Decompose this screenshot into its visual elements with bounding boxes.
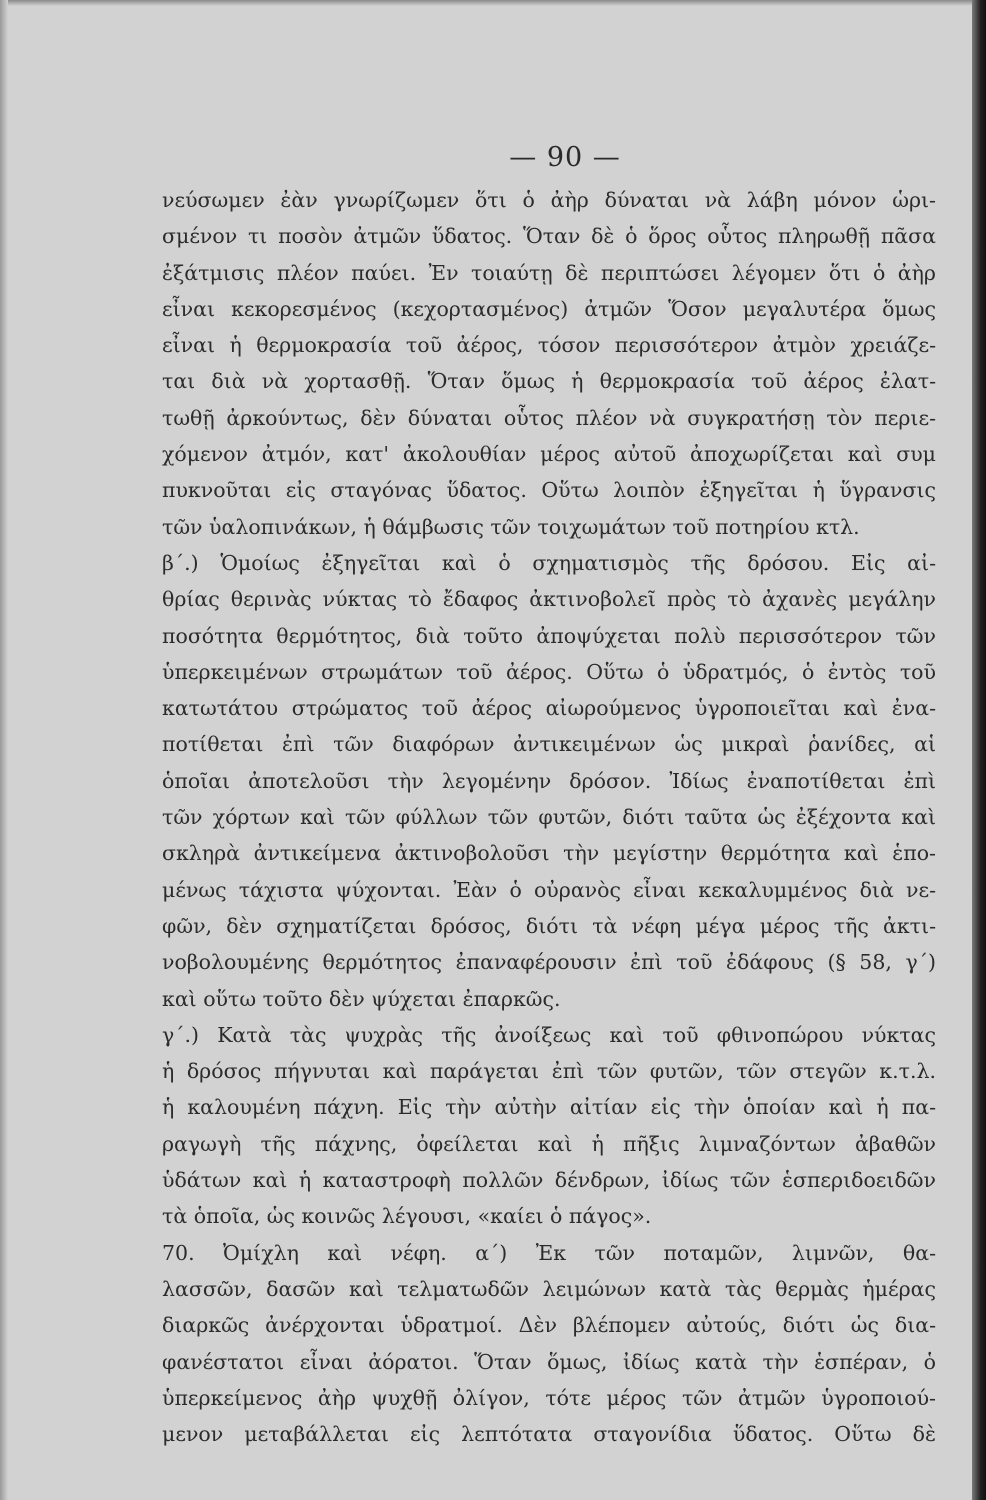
body-text — [162, 182, 936, 1452]
text-line: ὑπερκείμενος ἀὴρ ψυχθῇ ὀλίγον, τότε μέρος τῶν ἀτμῶν ὑγροποιού- — [162, 1385, 936, 1410]
text-line: πυκνοῦται εἰς σταγόνας ὕδατος. Οὕτω λοιπὸν ἐξηγεῖται ἡ ὕγρανσις — [162, 478, 936, 503]
page-edge-shadow-left — [0, 0, 8, 1500]
text-line: ἡ δρόσος πήγνυται καὶ παράγεται ἐπὶ τῶν φυτῶν, τῶν στεγῶν κ.τ.λ. — [162, 1059, 936, 1084]
text-line: χόμενον ἀτμόν, κατ' ἀκολουθίαν μέρος αὐτοῦ ἀποχωρίζεται καὶ συμ — [162, 442, 936, 467]
text-line: διαρκῶς ἀνέρχονται ὑδρατμοί. Δὲν βλέπομεν αὐτούς, διότι ὡς δια- — [162, 1313, 936, 1338]
text-line: κατωτάτου στρώματος τοῦ ἀέρος αἰωρούμενος ὑγροποιεῖται καὶ ἐνα- — [162, 696, 936, 721]
text-line: μενον μεταβάλλεται εἰς λεπτότατα σταγονίδια ὕδατος. Οὕτω δὲ — [162, 1422, 936, 1447]
text-line: τὰ ὁποῖα, ὡς κοινῶς λέγουσι, «καίει ὁ πάγος». — [162, 1204, 652, 1229]
text-line: θρίας θερινὰς νύκτας τὸ ἔδαφος ἀκτινοβολεῖ πρὸς τὸ ἀχανὲς μεγάλην — [162, 587, 936, 612]
book-spine — [972, 0, 986, 1500]
text-line: ποτίθεται ἐπὶ τῶν διαφόρων ἀντικειμένων ὡς μικραὶ ῥανίδες, αἱ — [162, 732, 936, 757]
text-line: ποσότητα θερμότητος, διὰ τοῦτο ἀποψύχεται πολὺ περισσότερον τῶν — [162, 623, 936, 648]
text-line: νεύσωμεν ἐὰν γνωρίζωμεν ὅτι ὁ ἀὴρ δύναται νὰ λάβη μόνον ὡρι- — [162, 188, 936, 212]
text-line: ὁποῖαι ἀποτελοῦσι τὴν λεγομένην δρόσον. Ἰδίως ἐναποτίθεται ἐπὶ — [162, 768, 936, 793]
text-line: φῶν, δὲν σχηματίζεται δρόσος, διότι τὰ νέφη μέγα μέρος τῆς ἀκτι- — [162, 913, 936, 938]
text-line: καὶ οὕτω τοῦτο δὲν ψύχεται ἐπαρκῶς. — [162, 986, 561, 1011]
text-line: φανέστατοι εἶναι ἀόρατοι. Ὅταν ὅμως, ἰδίως κατὰ τὴν ἑσπέραν, ὁ — [162, 1349, 936, 1374]
text-line: β΄.) Ὁμοίως ἐξηγεῖται καὶ ὁ σχηματισμὸς τῆς δρόσου. Εἰς αἰ- — [162, 550, 936, 575]
text-line: ἡ καλουμένη πάχνη. Εἰς τὴν αὐτὴν αἰτίαν εἰς τὴν ὁποίαν καὶ ἡ πα- — [162, 1095, 936, 1120]
text-line: εἶναι κεκορεσμένος (κεχορτασμένος) ἀτμῶν Ὅσον μεγαλυτέρα ὅμως — [162, 296, 936, 321]
text-line: εἶναι ἡ θερμοκρασία τοῦ ἀέρος, τόσον περισσότερον ἀτμὸν χρειάζε- — [162, 333, 936, 358]
text-line: τῶν χόρτων καὶ τῶν φύλλων τῶν φυτῶν, διότι ταῦτα ὡς ἐξέχοντα καὶ — [162, 805, 936, 830]
section-heading-line: 70. Ὀμίχλη καὶ νέφη. α΄) Ἐκ τῶν ποταμῶν, λιμνῶν, θα- — [162, 1240, 936, 1265]
text-line: σκληρὰ ἀντικείμενα ἀκτινοβολοῦσι τὴν μεγίστην θερμότητα καὶ ἑπο- — [162, 841, 936, 866]
page-edge-shadow — [0, 0, 986, 6]
page-number: — 90 — — [509, 142, 621, 173]
text-line: σμένον τι ποσὸν ἀτμῶν ὕδατος. Ὅταν δὲ ὁ ὅρος οὗτος πληρωθῇ πᾶσα — [162, 224, 936, 249]
text-line: λασσῶν, δασῶν καὶ τελματωδῶν λειμώνων κατὰ τὰς θερμὰς ἡμέρας — [162, 1276, 936, 1301]
text-line: τῶν ὑαλοπινάκων, ἡ θάμβωσις τῶν τοιχωμάτων τοῦ ποτηρίου κτλ. — [162, 514, 860, 539]
text-line: ὑπερκειμένων στρωμάτων τοῦ ἀέρος. Οὕτω ὁ ὑδρατμός, ὁ ἐντὸς τοῦ — [162, 659, 936, 684]
text-line: ἐξάτμισις πλέον παύει. Ἐν τοιαύτῃ δὲ περιπτώσει λέγομεν ὅτι ὁ ἀὴρ — [162, 260, 936, 285]
text-line: μένως τάχιστα ψύχονται. Ἐὰν ὁ οὐρανὸς εἶναι κεκαλυμμένος διὰ νε- — [162, 877, 936, 902]
text-line: γ΄.) Κατὰ τὰς ψυχρὰς τῆς ἀνοίξεως καὶ τοῦ φθινοπώρου νύκτας — [162, 1022, 936, 1047]
text-line: ὑδάτων καὶ ἡ καταστροφὴ πολλῶν δένδρων, ἰδίως τῶν ἑσπεριδοειδῶν — [162, 1168, 936, 1193]
text-line: ραγωγὴ τῆς πάχνης, ὀφείλεται καὶ ἡ πῆξις λιμναζόντων ἀβαθῶν — [162, 1131, 936, 1156]
text-line: ται διὰ νὰ χορτασθῇ. Ὅταν ὅμως ἡ θερμοκρασία τοῦ ἀέρος ἐλατ- — [162, 369, 936, 394]
text-line: τωθῇ ἀρκούντως, δὲν δύναται οὗτος πλέον νὰ συγκρατήσῃ τὸν περιε- — [162, 405, 936, 430]
text-line: νοβολουμένης θερμότητος ἐπαναφέρουσιν ἐπὶ τοῦ ἐδάφους (§ 58, γ΄) — [162, 950, 936, 975]
